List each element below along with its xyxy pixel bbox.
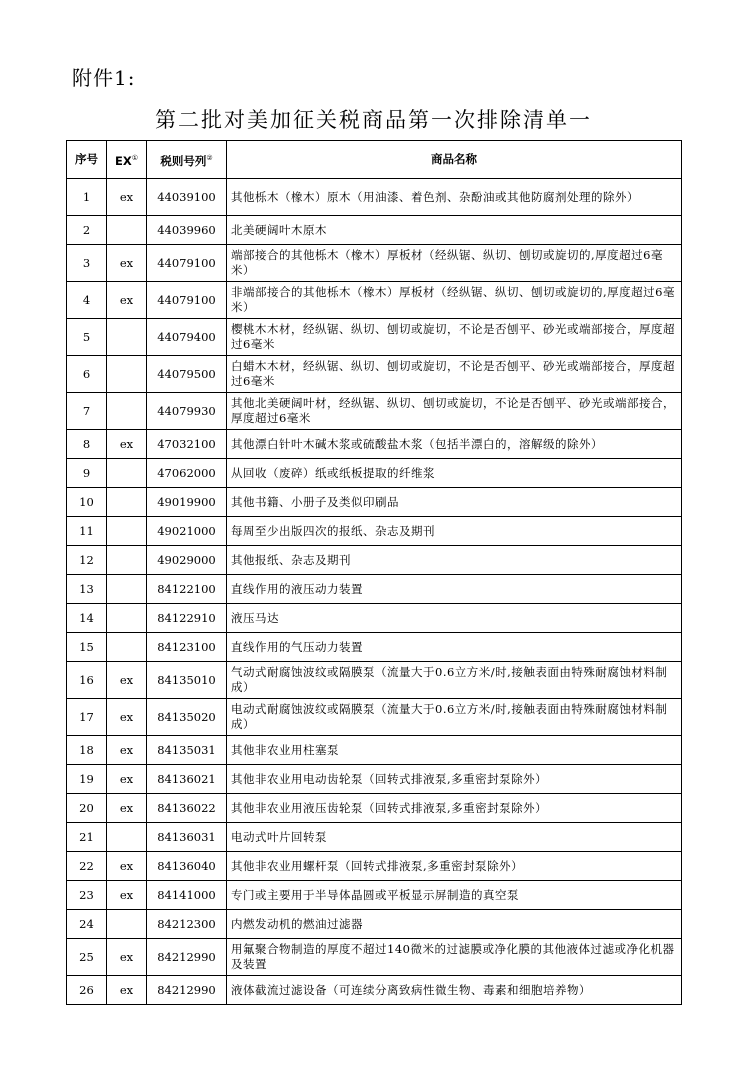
- table-body: [67, 179, 682, 1005]
- row-seq-cell: 23: [67, 881, 107, 910]
- header-product-name: 商品名称: [227, 141, 682, 179]
- row-seq-cell: 12: [67, 546, 107, 575]
- row-product-name-cell: 其他非农业用液压齿轮泵（回转式排液泵,多重密封泵除外）: [227, 794, 682, 823]
- row-tariff-code-cell: 84141000: [147, 881, 227, 910]
- row-seq-cell: 11: [67, 517, 107, 546]
- row-tariff-code-cell: 84212300: [147, 910, 227, 939]
- row-seq-cell: 3: [67, 245, 107, 282]
- row-product-name-cell: 其他非农业用电动齿轮泵（回转式排液泵,多重密封泵除外）: [227, 765, 682, 794]
- table-row: [67, 604, 682, 633]
- row-ex-cell: ex: [107, 179, 147, 216]
- row-product-name-cell: 其他非农业用螺杆泵（回转式排液泵,多重密封泵除外）: [227, 852, 682, 881]
- row-seq-cell: 14: [67, 604, 107, 633]
- row-product-name-cell: 北美硬阔叶木原木: [227, 216, 682, 245]
- attachment-label: 附件1:: [72, 66, 136, 90]
- row-ex-cell: [107, 488, 147, 517]
- table-row: [67, 765, 682, 794]
- row-ex-cell: ex: [107, 881, 147, 910]
- row-tariff-code-cell: 49019900: [147, 488, 227, 517]
- document-title: 第二批对美加征关税商品第一次排除清单一: [155, 108, 592, 132]
- row-product-name-cell: 直线作用的液压动力装置: [227, 575, 682, 604]
- row-product-name-cell: 樱桃木木材，经纵锯、纵切、刨切或旋切，不论是否刨平、砂光或端部接合，厚度超过6毫米: [227, 319, 682, 356]
- header-ex: [107, 141, 147, 179]
- row-seq-cell: 15: [67, 633, 107, 662]
- row-product-name-cell: 其他栎木（橡木）原木（用油漆、着色剂、杂酚油或其他防腐剂处理的除外）: [227, 179, 682, 216]
- table-row: [67, 245, 682, 282]
- row-tariff-code-cell: 84135031: [147, 736, 227, 765]
- table-row: [67, 430, 682, 459]
- header-ex-footnote: ①: [131, 153, 138, 162]
- row-product-name-cell: 其他书籍、小册子及类似印刷品: [227, 488, 682, 517]
- row-ex-cell: ex: [107, 736, 147, 765]
- row-ex-cell: [107, 910, 147, 939]
- row-tariff-code-cell: 84212990: [147, 939, 227, 976]
- table-row: [67, 517, 682, 546]
- table-row: [67, 459, 682, 488]
- table-row: [67, 823, 682, 852]
- table-row: [67, 356, 682, 393]
- row-seq-cell: 13: [67, 575, 107, 604]
- table-row: [67, 319, 682, 356]
- row-seq-cell: 20: [67, 794, 107, 823]
- exclusion-list-table: [66, 140, 682, 1005]
- row-tariff-code-cell: 47062000: [147, 459, 227, 488]
- row-product-name-cell: 其他非农业用柱塞泵: [227, 736, 682, 765]
- row-product-name-cell: 端部接合的其他栎木（橡木）厚板材（经纵锯、纵切、刨切或旋切的,厚度超过6毫米）: [227, 245, 682, 282]
- table-row: [67, 546, 682, 575]
- row-tariff-code-cell: 44079100: [147, 245, 227, 282]
- row-ex-cell: ex: [107, 430, 147, 459]
- table-row: [67, 179, 682, 216]
- row-seq-cell: 22: [67, 852, 107, 881]
- row-seq-cell: 5: [67, 319, 107, 356]
- row-product-name-cell: 电动式耐腐蚀波纹或隔膜泵（流量大于0.6立方米/时,接触表面由特殊耐腐蚀材料制成）: [227, 699, 682, 736]
- row-seq-cell: 7: [67, 393, 107, 430]
- row-ex-cell: [107, 575, 147, 604]
- table-row: [67, 910, 682, 939]
- row-tariff-code-cell: 84212990: [147, 976, 227, 1005]
- row-ex-cell: [107, 356, 147, 393]
- row-tariff-code-cell: 84136031: [147, 823, 227, 852]
- row-ex-cell: ex: [107, 282, 147, 319]
- row-tariff-code-cell: 49029000: [147, 546, 227, 575]
- row-ex-cell: [107, 517, 147, 546]
- row-product-name-cell: 非端部接合的其他栎木（橡木）厚板材（经纵锯、纵切、刨切或旋切的,厚度超过6毫米）: [227, 282, 682, 319]
- row-product-name-cell: 液压马达: [227, 604, 682, 633]
- row-ex-cell: [107, 604, 147, 633]
- row-ex-cell: ex: [107, 939, 147, 976]
- row-ex-cell: ex: [107, 794, 147, 823]
- row-product-name-cell: 用氟聚合物制造的厚度不超过140微米的过滤膜或净化膜的其他液体过滤或净化机器及装置: [227, 939, 682, 976]
- row-ex-cell: ex: [107, 699, 147, 736]
- table-row: [67, 976, 682, 1005]
- row-ex-cell: ex: [107, 662, 147, 699]
- row-product-name-cell: 液体截流过滤设备（可连续分离致病性微生物、毒素和细胞培养物）: [227, 976, 682, 1005]
- row-seq-cell: 25: [67, 939, 107, 976]
- row-ex-cell: [107, 319, 147, 356]
- row-ex-cell: ex: [107, 765, 147, 794]
- row-seq-cell: 4: [67, 282, 107, 319]
- row-product-name-cell: 白蜡木木材，经纵锯、纵切、刨切或旋切，不论是否刨平、砂光或端部接合，厚度超过6毫米: [227, 356, 682, 393]
- row-seq-cell: 10: [67, 488, 107, 517]
- row-tariff-code-cell: 44079930: [147, 393, 227, 430]
- table-row: [67, 881, 682, 910]
- row-product-name-cell: 其他报纸、杂志及期刊: [227, 546, 682, 575]
- row-product-name-cell: 其他北美硬阔叶材，经纵锯、纵切、刨切或旋切，不论是否刨平、砂光或端部接合，厚度超过6毫米: [227, 393, 682, 430]
- row-tariff-code-cell: 84135010: [147, 662, 227, 699]
- row-seq-cell: 16: [67, 662, 107, 699]
- row-tariff-code-cell: 84136021: [147, 765, 227, 794]
- row-tariff-code-cell: 84123100: [147, 633, 227, 662]
- row-tariff-code-cell: 44079100: [147, 282, 227, 319]
- row-tariff-code-cell: 44079500: [147, 356, 227, 393]
- table-row: [67, 393, 682, 430]
- table-header-row: [67, 141, 682, 179]
- row-product-name-cell: 气动式耐腐蚀波纹或隔膜泵（流量大于0.6立方米/时,接触表面由特殊耐腐蚀材料制成）: [227, 662, 682, 699]
- table-row: [67, 939, 682, 976]
- row-seq-cell: 2: [67, 216, 107, 245]
- row-seq-cell: 1: [67, 179, 107, 216]
- row-product-name-cell: 直线作用的气压动力装置: [227, 633, 682, 662]
- row-ex-cell: [107, 633, 147, 662]
- row-seq-cell: 24: [67, 910, 107, 939]
- row-ex-cell: [107, 393, 147, 430]
- row-seq-cell: 21: [67, 823, 107, 852]
- table-row: [67, 488, 682, 517]
- row-product-name-cell: 内燃发动机的燃油过滤器: [227, 910, 682, 939]
- row-tariff-code-cell: 84136040: [147, 852, 227, 881]
- row-tariff-code-cell: 47032100: [147, 430, 227, 459]
- row-seq-cell: 6: [67, 356, 107, 393]
- table-row: [67, 662, 682, 699]
- row-seq-cell: 18: [67, 736, 107, 765]
- row-seq-cell: 19: [67, 765, 107, 794]
- row-ex-cell: ex: [107, 852, 147, 881]
- table-row: [67, 794, 682, 823]
- row-seq-cell: 8: [67, 430, 107, 459]
- row-ex-cell: [107, 216, 147, 245]
- row-ex-cell: [107, 459, 147, 488]
- table-row: [67, 633, 682, 662]
- row-ex-cell: [107, 546, 147, 575]
- table-row: [67, 852, 682, 881]
- row-tariff-code-cell: 44039100: [147, 179, 227, 216]
- row-seq-cell: 9: [67, 459, 107, 488]
- header-ex-label: EX: [114, 153, 132, 168]
- table-row: [67, 282, 682, 319]
- table-row: [67, 736, 682, 765]
- row-product-name-cell: 专门或主要用于半导体晶圆或平板显示屏制造的真空泵: [227, 881, 682, 910]
- table-row: [67, 575, 682, 604]
- table-row: [67, 216, 682, 245]
- header-tariff-code: [147, 141, 227, 179]
- row-product-name-cell: 每周至少出版四次的报纸、杂志及期刊: [227, 517, 682, 546]
- table-row: [67, 699, 682, 736]
- header-seq: 序号: [67, 141, 107, 179]
- row-tariff-code-cell: 84122910: [147, 604, 227, 633]
- row-tariff-code-cell: 49021000: [147, 517, 227, 546]
- row-tariff-code-cell: 84136022: [147, 794, 227, 823]
- row-tariff-code-cell: 84122100: [147, 575, 227, 604]
- row-product-name-cell: 电动式叶片回转泵: [227, 823, 682, 852]
- row-ex-cell: [107, 823, 147, 852]
- row-product-name-cell: 从回收（废碎）纸或纸板提取的纤维浆: [227, 459, 682, 488]
- row-product-name-cell: 其他漂白针叶木碱木浆或硫酸盐木浆（包括半漂白的，溶解级的除外）: [227, 430, 682, 459]
- row-seq-cell: 17: [67, 699, 107, 736]
- row-ex-cell: ex: [107, 245, 147, 282]
- header-tariff-code-label: 税则号列: [160, 153, 207, 168]
- row-tariff-code-cell: 44079400: [147, 319, 227, 356]
- row-tariff-code-cell: 84135020: [147, 699, 227, 736]
- row-tariff-code-cell: 44039960: [147, 216, 227, 245]
- row-seq-cell: 26: [67, 976, 107, 1005]
- row-ex-cell: ex: [107, 976, 147, 1005]
- header-tariff-code-footnote: ②: [206, 153, 213, 162]
